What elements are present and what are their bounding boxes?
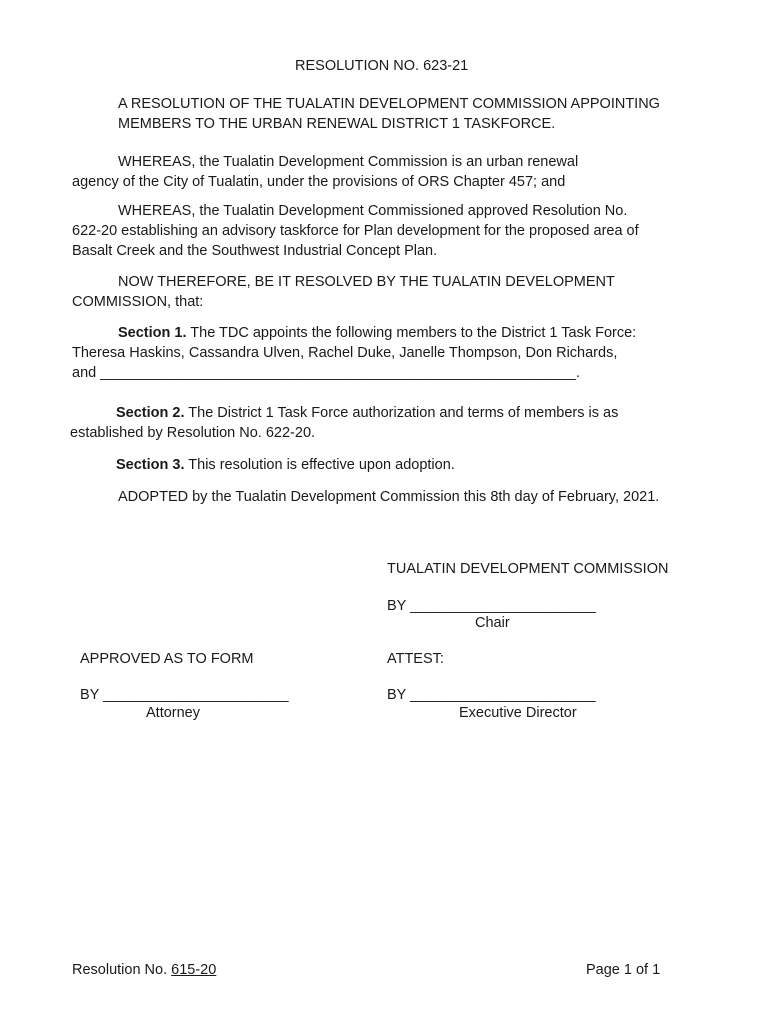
commission-name: TUALATIN DEVELOPMENT COMMISSION bbox=[387, 561, 669, 577]
section-3-line-1 bbox=[116, 455, 455, 475]
whereas-2-line-3: Basalt Creek and the Southwest Industrial Concept Plan. bbox=[72, 243, 438, 259]
section-1-label: Section 1. bbox=[118, 325, 187, 341]
heading-line-2: MEMBERS TO THE URBAN RENEWAL DISTRICT 1 TASKFORCE. bbox=[118, 116, 556, 132]
whereas-1-line-2: agency of the City of Tualatin, under the provisions of ORS Chapter 457; and bbox=[72, 174, 566, 190]
section-3-text: This resolution is effective upon adoption. bbox=[184, 457, 455, 473]
section-2-label: Section 2. bbox=[116, 405, 185, 421]
attest-label: ATTEST: bbox=[387, 651, 444, 667]
section-1-text: The TDC appoints the following members to the District 1 Task Force: bbox=[186, 325, 637, 341]
resolution-number-title: RESOLUTION NO. 623-21 bbox=[295, 58, 469, 74]
attorney-signature-line: BY _______________________ bbox=[80, 687, 289, 703]
footer-resolution-number bbox=[72, 960, 216, 980]
section-1-line-3: and ___________________________________________________________. bbox=[72, 365, 581, 381]
section-1-line-2: Theresa Haskins, Cassandra Ulven, Rachel Duke, Janelle Thompson, Don Richards, bbox=[72, 345, 618, 361]
heading-line-1: A RESOLUTION OF THE TUALATIN DEVELOPMENT COMMISSION APPOINTING bbox=[118, 96, 660, 112]
whereas-1-line-1: WHEREAS, the Tualatin Development Commission is an urban renewal bbox=[118, 154, 579, 170]
footer-resolution-prefix: Resolution No. bbox=[72, 962, 172, 978]
chair-signature-line: BY _______________________ bbox=[387, 598, 596, 614]
footer-resolution-link: 615-20 bbox=[171, 962, 217, 978]
resolved-line-1: NOW THEREFORE, BE IT RESOLVED BY THE TUALATIN DEVELOPMENT bbox=[118, 274, 615, 290]
adopted-statement: ADOPTED by the Tualatin Development Commission this 8th day of February, 2021. bbox=[118, 489, 660, 505]
section-3-label: Section 3. bbox=[116, 457, 185, 473]
resolved-line-2: COMMISSION, that: bbox=[72, 294, 204, 310]
footer-page-number: Page 1 of 1 bbox=[586, 962, 661, 978]
executive-director-label: Executive Director bbox=[459, 705, 577, 721]
whereas-2-line-2: 622-20 establishing an advisory taskforce for Plan development for the proposed area of bbox=[72, 223, 639, 239]
attorney-label: Attorney bbox=[146, 705, 200, 721]
section-2-line-1 bbox=[116, 403, 618, 423]
approved-as-to-form: APPROVED AS TO FORM bbox=[80, 651, 254, 667]
director-signature-line: BY _______________________ bbox=[387, 687, 596, 703]
section-1-line-1 bbox=[118, 323, 636, 343]
whereas-2-line-1: WHEREAS, the Tualatin Development Commissioned approved Resolution No. bbox=[118, 203, 628, 219]
chair-label: Chair bbox=[475, 615, 510, 631]
section-2-line-2: established by Resolution No. 622-20. bbox=[70, 425, 316, 441]
section-2-text: The District 1 Task Force authorization and terms of members is as bbox=[184, 405, 619, 421]
